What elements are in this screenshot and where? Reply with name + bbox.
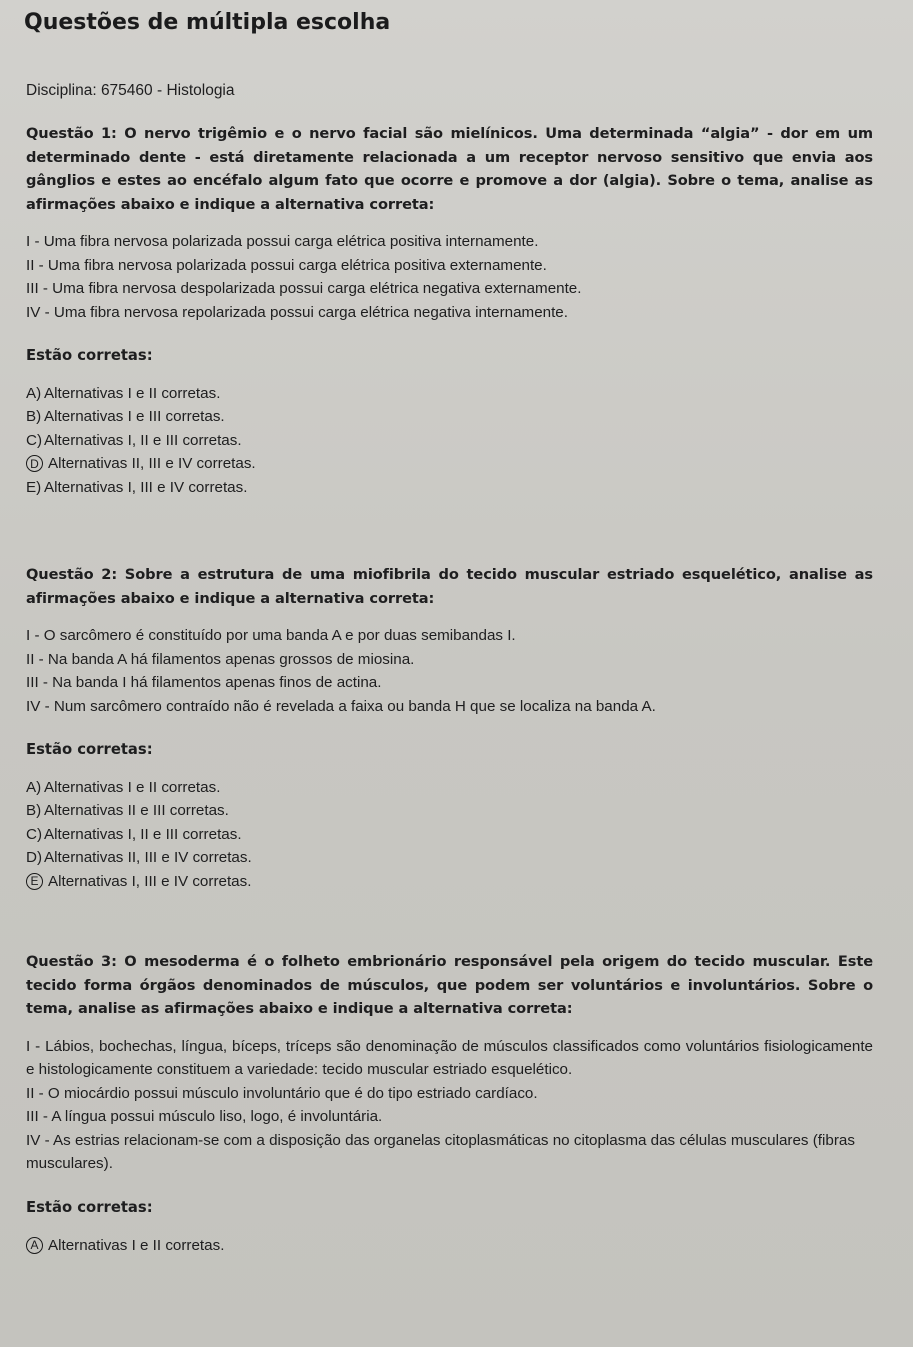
option-b [26,799,873,822]
option-c [26,823,873,846]
statement: IV - Num sarcômero contraído não é revelada a faixa ou banda H que se localiza na banda A. [26,697,656,715]
option-list [26,382,873,499]
question-2 [26,563,873,893]
statement: IV - Uma fibra nervosa repolarizada possui carga elétrica negativa internamente. [26,303,568,321]
statement: I - Uma fibra nervosa polarizada possui carga elétrica positiva internamente. [26,233,539,250]
option-letter: C) [26,825,43,843]
option-text: Alternativas I e II corretas. [44,779,221,796]
statement: III - Uma fibra nervosa despolarizada possui carga elétrica negativa externamente. [26,280,582,297]
option-text: Alternativas I e II corretas. [44,385,221,402]
statement: IV - As estrias relacionam-se com a disposição das organelas citoplasmáticas no citoplasma das células musculares (fibras musculares). [26,1131,855,1172]
correct-label: Estão corretas: [26,741,153,758]
statement: III - Na banda I há filamentos apenas finos de actina. [26,674,382,691]
statement-list [26,230,873,324]
option-c [26,429,873,452]
option-letter: E) [26,478,42,496]
correct-label: Estão corretas: [26,347,153,364]
option-b [26,405,873,428]
question-1 [26,122,873,499]
statement: II - O miocárdio possui músculo involuntário que é do tipo estriado cardíaco. [26,1084,538,1102]
option-a [26,776,873,799]
selected-answer-mark: E [26,873,43,890]
discipline-line: Disciplina: 675460 - Histologia [26,82,235,99]
statement: III - A língua possui músculo liso, logo, é involuntária. [26,1108,383,1125]
option-text: Alternativas I, II e III corretas. [44,825,242,843]
statement-list [26,624,873,718]
option-text: Alternativas II, III e IV corretas. [48,455,256,473]
question-stem: Questão 1: O nervo trigêmio e o nervo facial são mielínicos. Uma determinada “algia” - dor em um determinado dente - está diretamente relacionada a um receptor nervoso sensitivo que envia aos gânglios e estes ao encéfalo algum fato que ocorre e promove a dor (algia). Sobre o tema, analise as afirmações abaixo e indique a alternativa correta: [26,125,873,213]
option-a [26,382,873,405]
option-text: Alternativas I, III e IV corretas. [48,872,252,890]
page-title: Questões de múltipla escolha [24,10,391,35]
option-list [26,776,873,893]
statement-list [26,1035,873,1176]
option-e [26,476,873,499]
option-letter: A) [26,385,42,402]
option-a-selected [26,1234,873,1257]
option-letter: A) [26,779,42,796]
selected-answer-mark: D [26,455,43,472]
option-d [26,846,873,869]
statement: I - O sarcômero é constituído por uma banda A e por duas semibandas I. [26,627,516,644]
option-letter: B) [26,408,42,426]
option-text: Alternativas I e II corretas. [48,1236,225,1254]
question-stem: Questão 3: O mesoderma é o folheto embrionário responsável pela origem do tecido muscular. Este tecido forma órgãos denominados de músculos, que podem ser voluntários e involuntários. Sobre o tema, analise as afirmações abaixo e indique a alternativa correta: [26,953,873,1017]
option-text: Alternativas II e III corretas. [44,802,229,820]
option-text: Alternativas II, III e IV corretas. [44,849,252,867]
statement: II - Na banda A há filamentos apenas grossos de miosina. [26,650,415,668]
correct-label: Estão corretas: [26,1198,153,1216]
option-letter: C) [26,431,43,449]
option-d-selected [26,452,873,475]
option-text: Alternativas I, III e IV corretas. [44,478,248,496]
option-text: Alternativas I, II e III corretas. [44,431,242,449]
question-3 [26,950,873,1257]
selected-answer-mark: A [26,1237,43,1254]
option-e-selected [26,870,873,893]
question-stem: Questão 2: Sobre a estrutura de uma miofibrila do tecido muscular estriado esquelético, analise as afirmações abaixo e indique a alternativa correta: [26,566,873,607]
option-list [26,1234,873,1257]
option-letter: B) [26,802,42,820]
option-letter: D) [26,849,43,867]
option-text: Alternativas I e III corretas. [44,408,225,426]
statement: I - Lábios, bochechas, língua, bíceps, tríceps são denominação de músculos classificados como voluntários fisiologicamente e histologicamente constituem a variedade: tecido muscular estriado esquelético. [26,1037,873,1078]
statement: II - Uma fibra nervosa polarizada possui carga elétrica positiva externamente. [26,256,547,274]
